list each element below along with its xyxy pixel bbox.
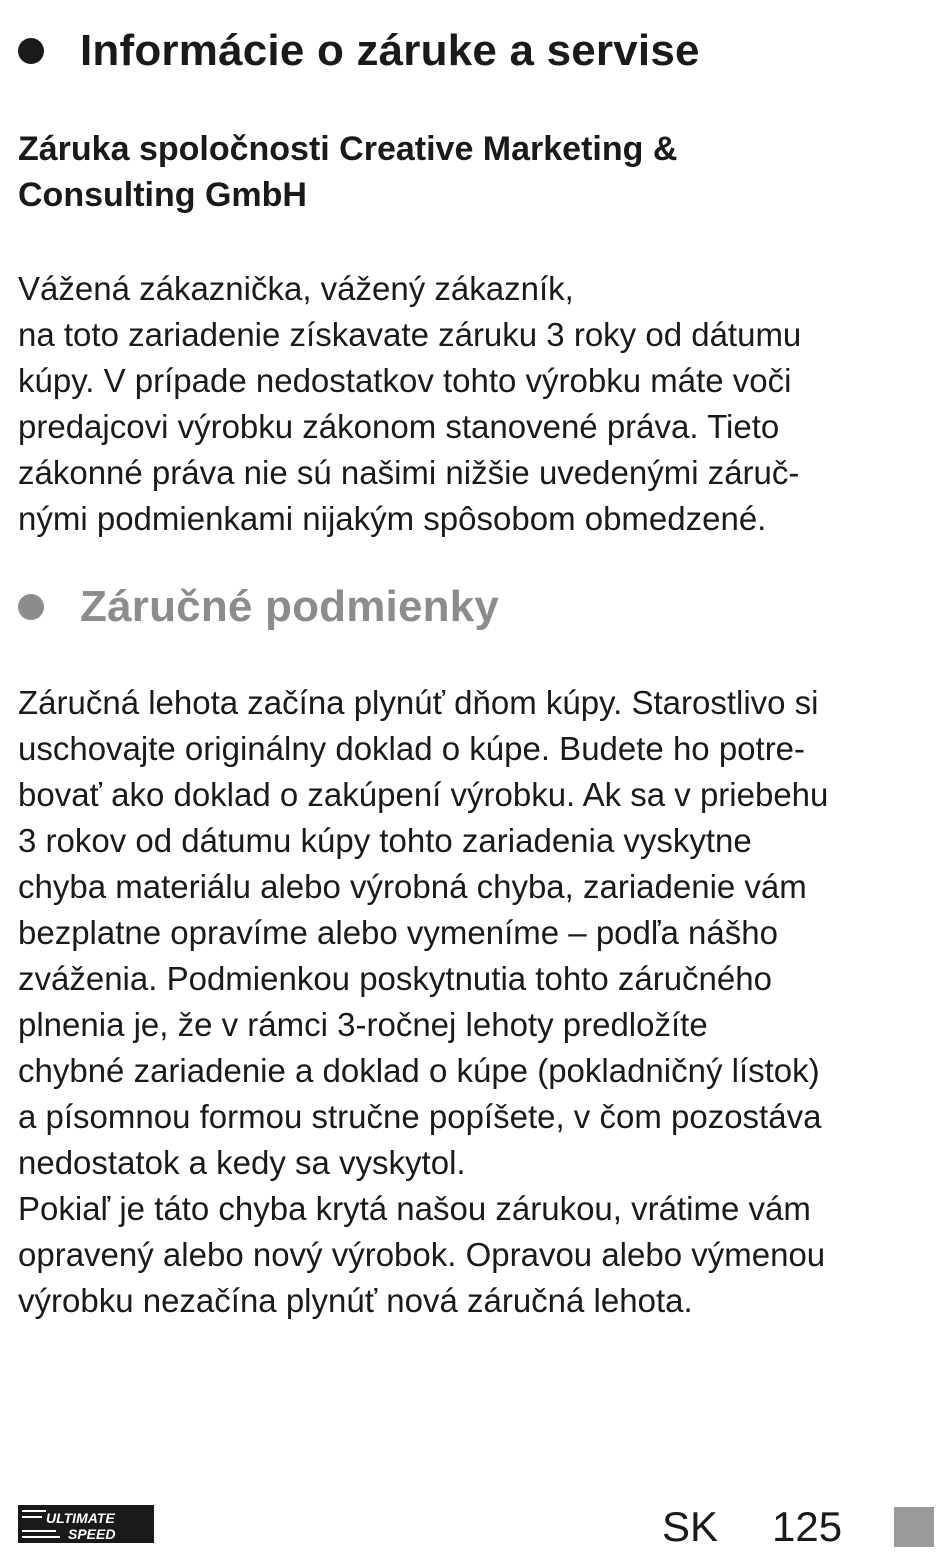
page-number: 125 <box>772 1503 843 1550</box>
paragraph-line: nými podmienkami nijakým spôsobom obmedzené. <box>18 500 767 537</box>
paragraph-line: na toto zariadenie získavate záruku 3 roky od dátumu <box>18 316 802 353</box>
paragraph-line: 3 rokov od dátumu kúpy tohto zariadenia vyskytne <box>18 822 752 859</box>
conditions-paragraph <box>18 680 938 1324</box>
section-heading-text: Informácie o záruke a servise <box>80 26 700 75</box>
section-heading-text: Záručné podmienky <box>80 582 500 631</box>
logo-text-top: ULTIMATE <box>46 1510 115 1526</box>
page-marker-square <box>894 1507 934 1547</box>
paragraph-line: predajcovi výrobku zákonom stanovené práva. Tieto <box>18 408 780 445</box>
warranty-subheading <box>18 126 918 218</box>
bullet-icon <box>18 38 44 64</box>
paragraph-line: chybné zariadenie a doklad o kúpe (pokladničný lístok) <box>18 1052 820 1089</box>
paragraph-line: bezplatne opravíme alebo vymeníme – podľa nášho <box>18 914 778 951</box>
paragraph-line: Vážená zákaznička, vážený zákazník, <box>18 270 574 307</box>
paragraph-line: výrobku nezačína plynúť nová záručná lehota. <box>18 1282 693 1319</box>
subheading-line: Consulting GmbH <box>18 176 307 214</box>
section-heading-warranty-conditions <box>18 582 499 632</box>
paragraph-line: nedostatok a kedy sa vyskytol. <box>18 1144 466 1181</box>
language-code: SK <box>662 1503 719 1550</box>
intro-paragraph <box>18 266 938 542</box>
paragraph-line: zákonné práva nie sú našimi nižšie uvedenými záruč- <box>18 454 800 491</box>
paragraph-line: Pokiaľ je táto chyba krytá našou zárukou, vrátime vám <box>18 1190 811 1227</box>
paragraph-line: bovať ako doklad o zakúpení výrobku. Ak sa v priebehu <box>18 776 829 813</box>
paragraph-line: kúpy. V prípade nedostatkov tohto výrobku máte voči <box>18 362 792 399</box>
ultimate-speed-logo <box>16 1501 158 1547</box>
bullet-icon <box>18 594 44 620</box>
logo-text-bottom: SPEED <box>68 1526 116 1542</box>
paragraph-line: chyba materiálu alebo výrobná chyba, zariadenie vám <box>18 868 807 905</box>
subheading-line: Záruka spoločnosti Creative Marketing & <box>18 130 678 168</box>
paragraph-line: a písomnou formou stručne popíšete, v čom pozostáva <box>18 1098 822 1135</box>
paragraph-line: Záručná lehota začína plynúť dňom kúpy. Starostlivo si <box>18 684 819 721</box>
paragraph-line: zváženia. Podmienkou poskytnutia tohto záručného <box>18 960 772 997</box>
section-heading-warranty-info <box>18 26 700 76</box>
paragraph-line: plnenia je, že v rámci 3-ročnej lehoty predložíte <box>18 1006 708 1043</box>
paragraph-line: uschovajte originálny doklad o kúpe. Budete ho potre- <box>18 730 806 767</box>
paragraph-line: opravený alebo nový výrobok. Opravou alebo výmenou <box>18 1236 826 1273</box>
